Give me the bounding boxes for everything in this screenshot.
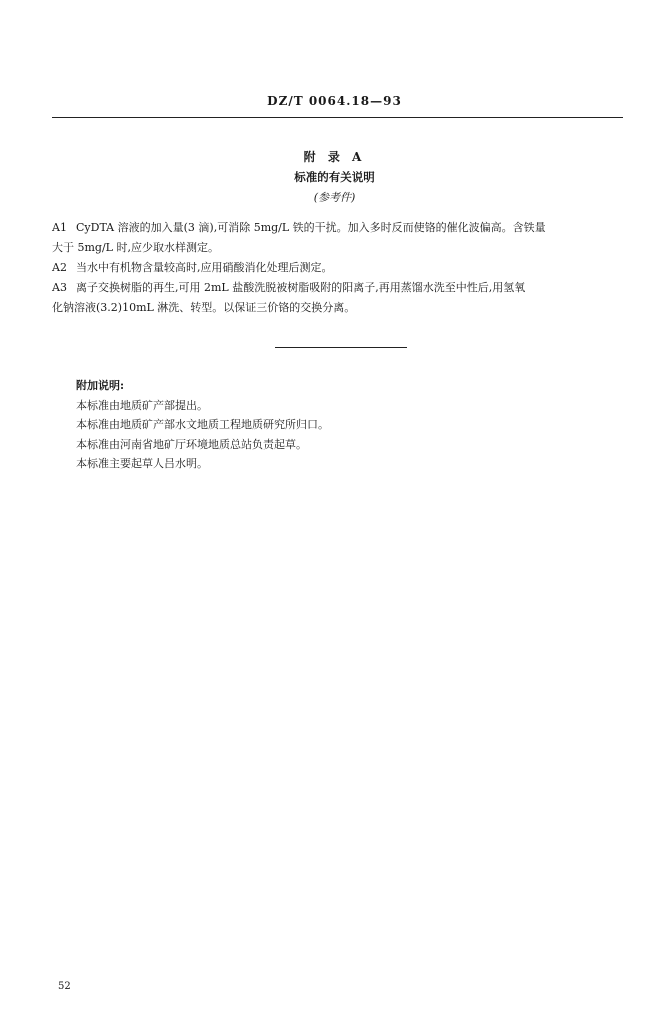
appendix-subtitle: 标准的有关说明 xyxy=(294,170,375,184)
additional-notes-heading: 附加说明: xyxy=(76,379,125,392)
clause-number: A1 xyxy=(52,221,67,234)
standard-code-header: DZ/T 0064.18—93 xyxy=(267,94,402,108)
additional-note-line: 本标准主要起草人吕水明。 xyxy=(76,457,208,470)
additional-note-line: 本标准由河南省地矿厅环境地质总站负责起草。 xyxy=(76,437,307,451)
appendix-title: 附 录 A xyxy=(303,150,366,164)
clause-a3-continuation xyxy=(52,298,634,318)
clause-text: 大于 5mg/L 时,应少取水样测定。 xyxy=(52,241,219,254)
additional-notes xyxy=(76,376,596,474)
page-number: 52 xyxy=(58,981,71,992)
section-divider xyxy=(275,347,407,348)
clause-text: 当水中有机物含量较高时,应用硝酸消化处理后测定。 xyxy=(76,261,333,274)
clause-text: 离子交换树脂的再生,可用 2mL 盐酸洗脱被树脂吸附的阳离子,再用蒸馏水洗至中性后,用氢氧 xyxy=(76,281,526,294)
clause-a1-continuation xyxy=(52,238,634,258)
header-rule xyxy=(52,117,623,118)
clause-number: A3 xyxy=(52,281,67,294)
additional-note-line: 本标准由地质矿产部提出。 xyxy=(76,398,208,412)
clause-a1 xyxy=(52,218,634,238)
clause-number: A2 xyxy=(52,261,67,274)
additional-note-line: 本标准由地质矿产部水文地质工程地质研究所归口。 xyxy=(76,418,329,431)
appendix-note: (参考件) xyxy=(313,191,356,204)
clause-text: 化钠溶液(3.2)10mL 淋洗、转型。以保证三价铬的交换分离。 xyxy=(52,301,356,314)
appendix-clauses xyxy=(52,218,634,318)
clause-text: CyDTA 溶液的加入量(3 滴),可消除 5mg/L 铁的干扰。加入多时反而使铬的催化波偏高。含铁量 xyxy=(76,221,546,234)
clause-a3 xyxy=(52,278,634,298)
clause-a2 xyxy=(52,258,634,278)
